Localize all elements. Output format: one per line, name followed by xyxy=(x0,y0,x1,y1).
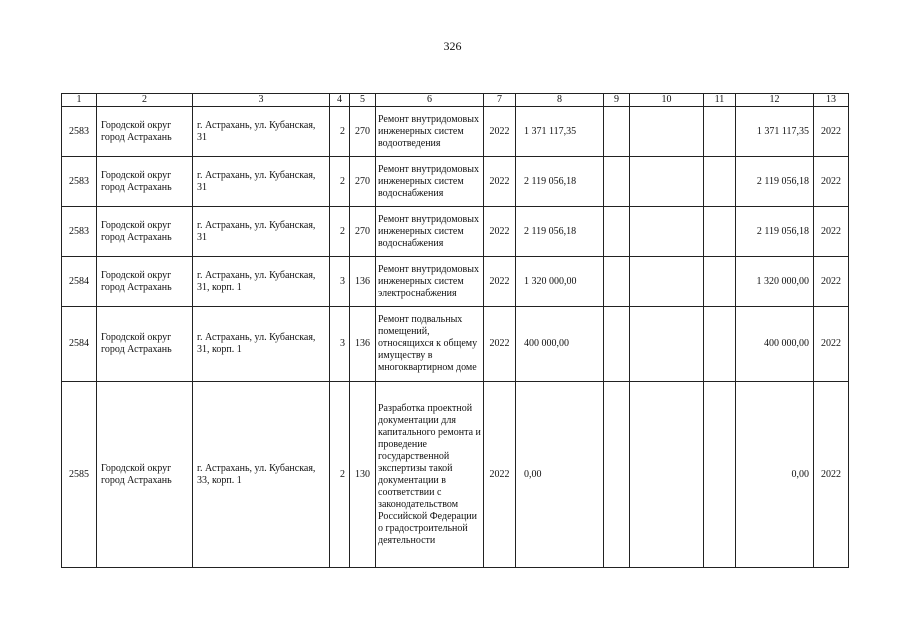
table-row xyxy=(62,107,849,157)
col9-cell xyxy=(604,207,630,257)
col10-cell xyxy=(630,207,704,257)
object-id-cell: 2583 xyxy=(62,107,97,157)
header-cell: 4 xyxy=(330,94,350,107)
col10-cell xyxy=(630,107,704,157)
district-cell: Городской округ город Астрахань xyxy=(97,157,193,207)
col10-cell xyxy=(630,307,704,382)
district-cell: Городской округ город Астрахань xyxy=(97,257,193,307)
col11-cell xyxy=(704,107,736,157)
total-cell: 1 320 000,00 xyxy=(736,257,814,307)
col5-cell: 130 xyxy=(350,382,376,568)
year-cell: 2022 xyxy=(484,157,516,207)
col11-cell xyxy=(704,382,736,568)
col11-cell xyxy=(704,307,736,382)
end-year-cell: 2022 xyxy=(814,307,849,382)
table-row xyxy=(62,382,849,568)
col9-cell xyxy=(604,257,630,307)
address-cell: г. Астрахань, ул. Кубанская, 31, корп. 1 xyxy=(193,257,330,307)
address-cell: г. Астрахань, ул. Кубанская, 31 xyxy=(193,157,330,207)
col4-cell: 3 xyxy=(330,257,350,307)
col4-cell: 2 xyxy=(330,107,350,157)
address-cell: г. Астрахань, ул. Кубанская, 33, корп. 1 xyxy=(193,382,330,568)
work-type-cell: Ремонт внутридомовых инженерных систем водоснабжения xyxy=(376,207,484,257)
header-cell: 10 xyxy=(630,94,704,107)
amount-cell: 400 000,00 xyxy=(516,307,604,382)
end-year-cell: 2022 xyxy=(814,257,849,307)
capital-repair-table xyxy=(61,93,849,568)
table-row xyxy=(62,257,849,307)
district-cell: Городской округ город Астрахань xyxy=(97,307,193,382)
col9-cell xyxy=(604,307,630,382)
col10-cell xyxy=(630,257,704,307)
col5-cell: 136 xyxy=(350,257,376,307)
header-cell: 2 xyxy=(97,94,193,107)
table-row xyxy=(62,207,849,257)
col4-cell: 3 xyxy=(330,307,350,382)
col5-cell: 136 xyxy=(350,307,376,382)
address-cell: г. Астрахань, ул. Кубанская, 31 xyxy=(193,207,330,257)
table-row xyxy=(62,307,849,382)
table-header xyxy=(62,94,849,107)
col9-cell xyxy=(604,107,630,157)
header-cell: 11 xyxy=(704,94,736,107)
header-cell: 12 xyxy=(736,94,814,107)
object-id-cell: 2583 xyxy=(62,157,97,207)
col10-cell xyxy=(630,382,704,568)
page-number: 326 xyxy=(443,39,462,53)
end-year-cell: 2022 xyxy=(814,207,849,257)
header-cell: 9 xyxy=(604,94,630,107)
header-cell: 8 xyxy=(516,94,604,107)
year-cell: 2022 xyxy=(484,382,516,568)
total-cell: 2 119 056,18 xyxy=(736,157,814,207)
object-id-cell: 2584 xyxy=(62,307,97,382)
col4-cell: 2 xyxy=(330,382,350,568)
address-cell: г. Астрахань, ул. Кубанская, 31, корп. 1 xyxy=(193,307,330,382)
work-type-cell: Ремонт внутридомовых инженерных систем водоотведения xyxy=(376,107,484,157)
table-row xyxy=(62,157,849,207)
object-id-cell: 2584 xyxy=(62,257,97,307)
header-row xyxy=(62,94,849,107)
year-cell: 2022 xyxy=(484,207,516,257)
col11-cell xyxy=(704,257,736,307)
col9-cell xyxy=(604,382,630,568)
col4-cell: 2 xyxy=(330,157,350,207)
col11-cell xyxy=(704,157,736,207)
work-type-cell: Ремонт внутридомовых инженерных систем водоснабжения xyxy=(376,157,484,207)
col5-cell: 270 xyxy=(350,107,376,157)
year-cell: 2022 xyxy=(484,307,516,382)
year-cell: 2022 xyxy=(484,107,516,157)
district-cell: Городской округ город Астрахань xyxy=(97,382,193,568)
object-id-cell: 2585 xyxy=(62,382,97,568)
object-id-cell: 2583 xyxy=(62,207,97,257)
end-year-cell: 2022 xyxy=(814,107,849,157)
district-cell: Городской округ город Астрахань xyxy=(97,207,193,257)
header-cell: 1 xyxy=(62,94,97,107)
amount-cell: 2 119 056,18 xyxy=(516,207,604,257)
header-cell: 5 xyxy=(350,94,376,107)
header-cell: 13 xyxy=(814,94,849,107)
total-cell: 1 371 117,35 xyxy=(736,107,814,157)
address-cell: г. Астрахань, ул. Кубанская, 31 xyxy=(193,107,330,157)
end-year-cell: 2022 xyxy=(814,157,849,207)
year-cell: 2022 xyxy=(484,257,516,307)
header-cell: 3 xyxy=(193,94,330,107)
col5-cell: 270 xyxy=(350,207,376,257)
amount-cell: 1 371 117,35 xyxy=(516,107,604,157)
total-cell: 2 119 056,18 xyxy=(736,207,814,257)
header-cell: 7 xyxy=(484,94,516,107)
amount-cell: 0,00 xyxy=(516,382,604,568)
district-cell: Городской округ город Астрахань xyxy=(97,107,193,157)
col10-cell xyxy=(630,157,704,207)
end-year-cell: 2022 xyxy=(814,382,849,568)
work-type-cell: Ремонт внутридомовых инженерных систем электроснабжения xyxy=(376,257,484,307)
col5-cell: 270 xyxy=(350,157,376,207)
total-cell: 0,00 xyxy=(736,382,814,568)
col4-cell: 2 xyxy=(330,207,350,257)
work-type-cell: Ремонт подвальных помещений, относящихся к общему имуществу в многоквартирном доме xyxy=(376,307,484,382)
total-cell: 400 000,00 xyxy=(736,307,814,382)
work-type-cell: Разработка проектной документации для капитального ремонта и проведение государственной экспертизы такой документации в соответствии с законодательством Российской Федерации о градостроительной деятельности xyxy=(376,382,484,568)
header-cell: 6 xyxy=(376,94,484,107)
col11-cell xyxy=(704,207,736,257)
col9-cell xyxy=(604,157,630,207)
amount-cell: 1 320 000,00 xyxy=(516,257,604,307)
amount-cell: 2 119 056,18 xyxy=(516,157,604,207)
